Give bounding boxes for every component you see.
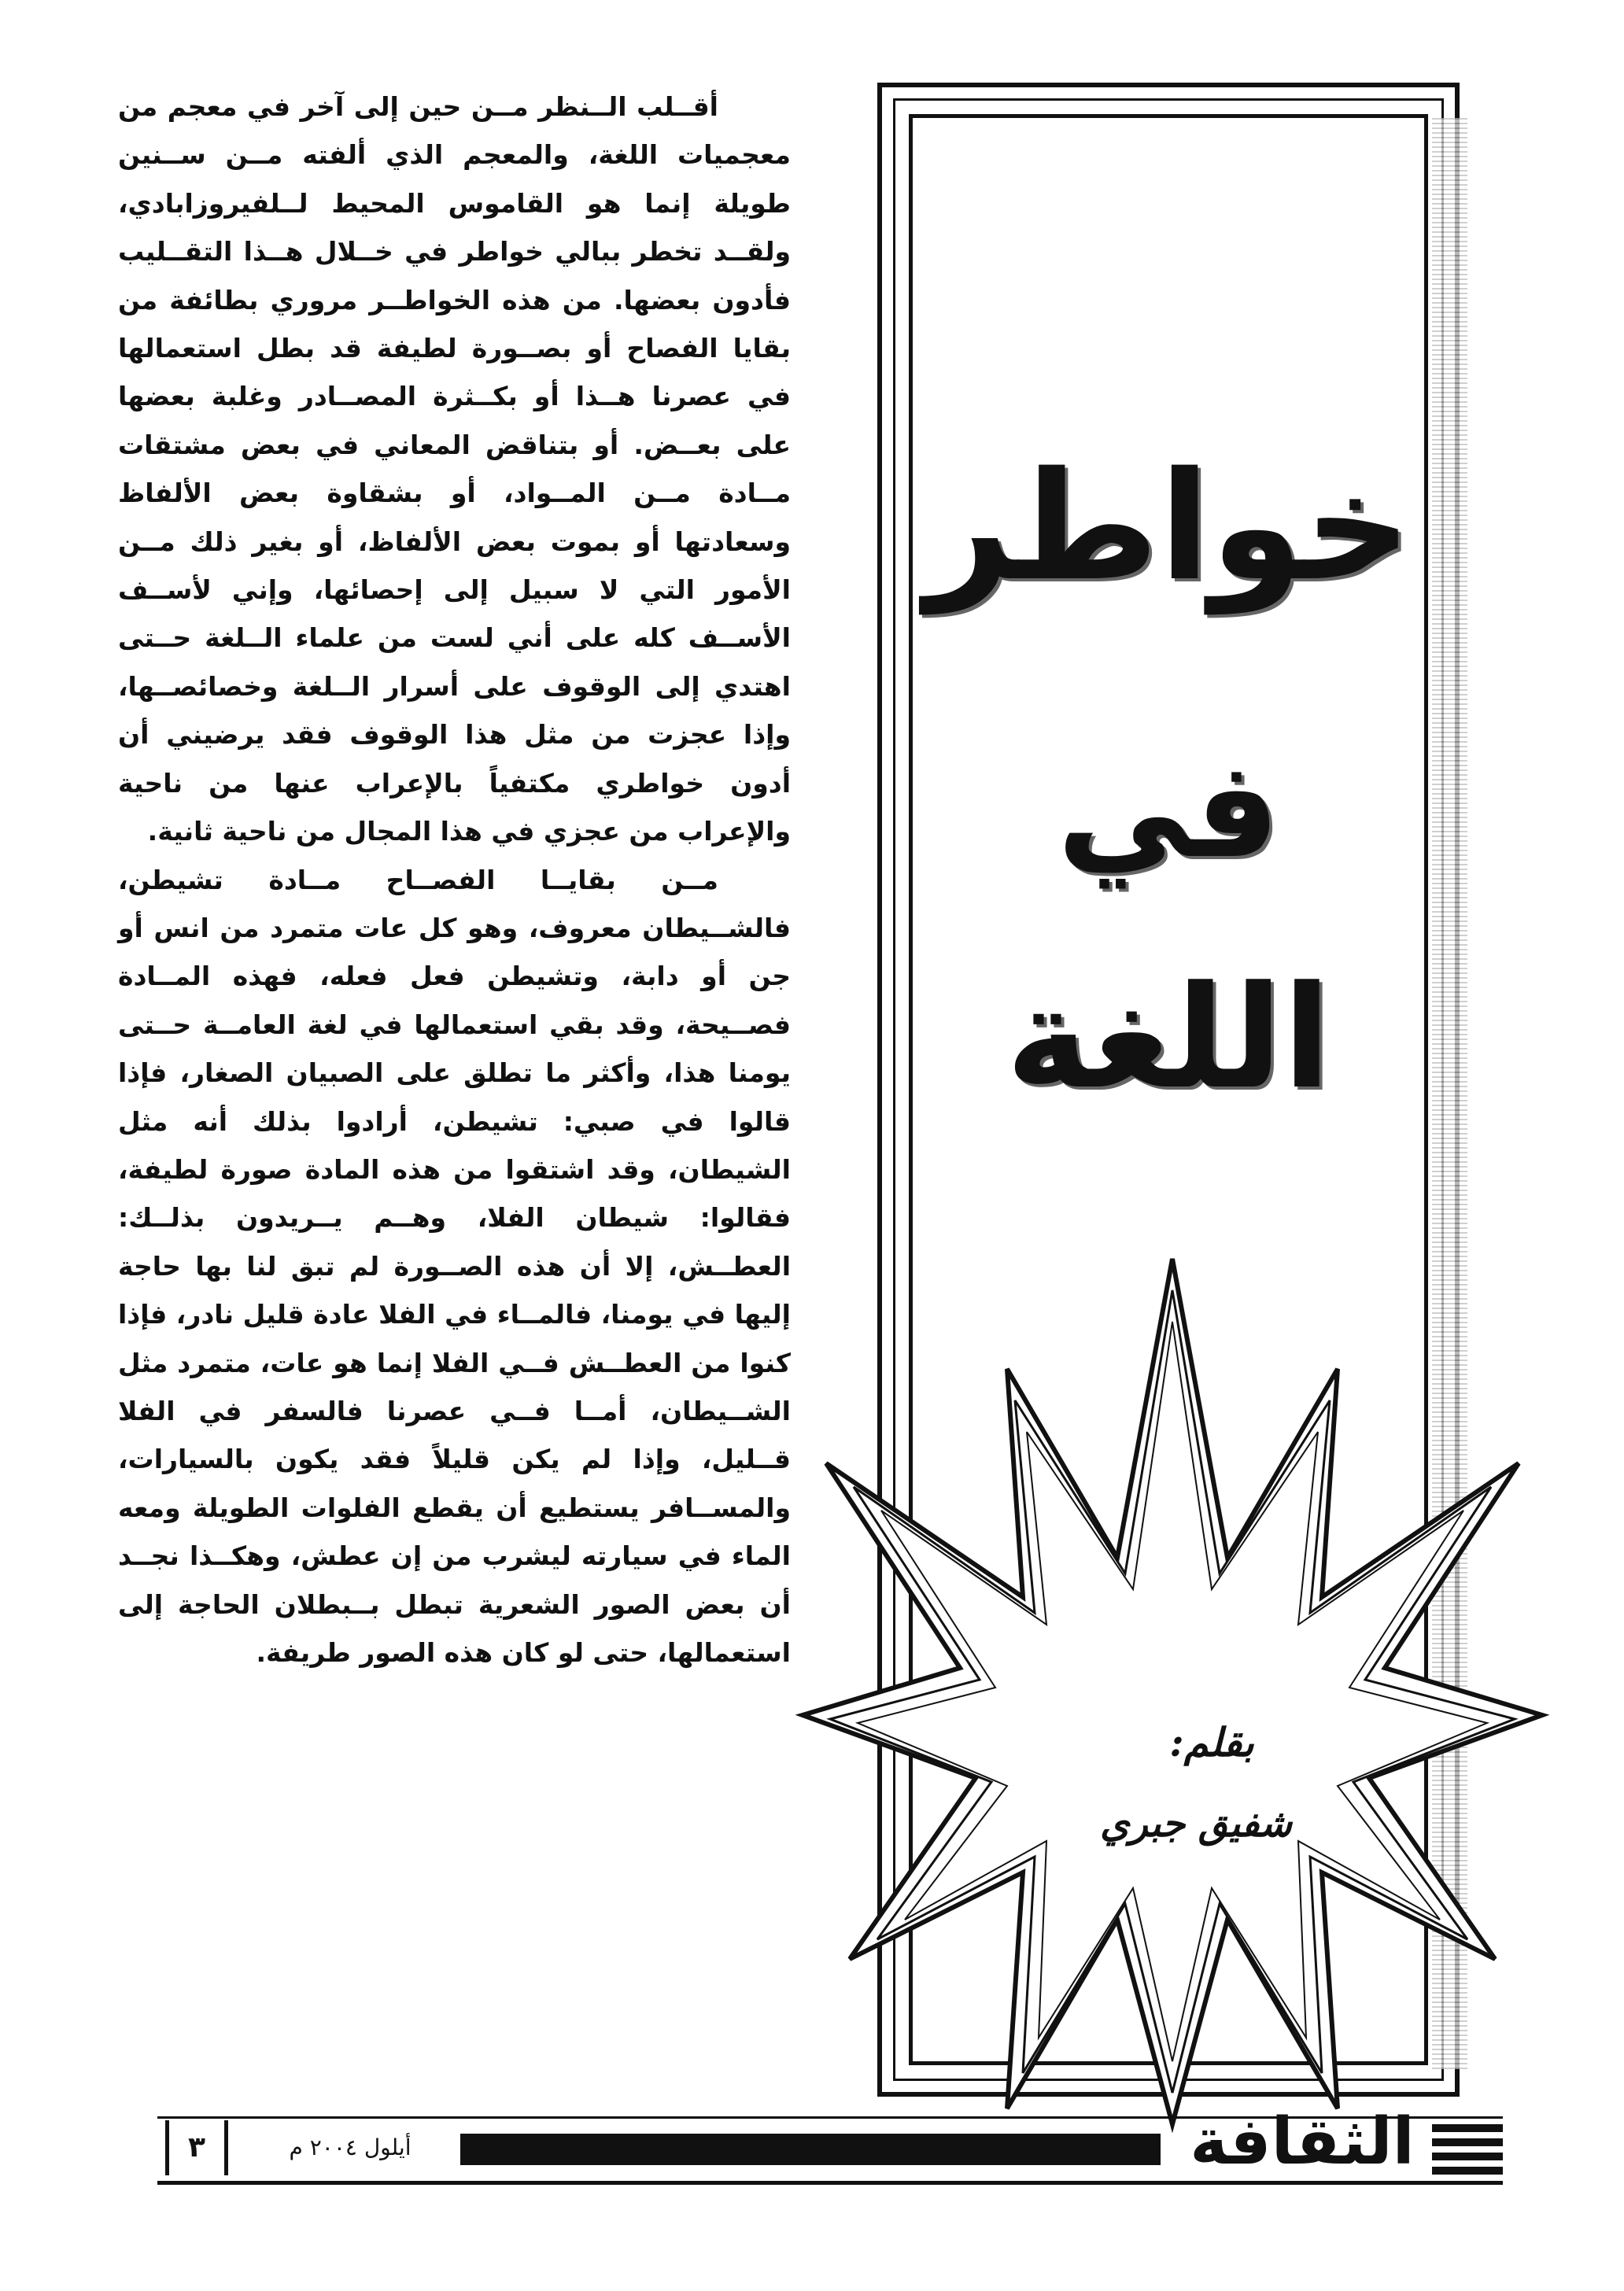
footer-stripe [1432,2167,1503,2175]
article-paragraph-1: أقــلب الــنظر مــن حين إلى آخر في معجم من معجميات اللغة، والمعجم الذي ألفته مــن ســنين طويلة إنما هو القاموس المحيط لــلفيروزابادي، ولقــد تخطر ببالي خواطر في خــلال هــذا التقــليب فأدون بعضها. من هذه الخواطــر مروري بطائفة من بقايا الفصاح أو بصــورة لطيفة قد بطل استعمالها في عصرنا هــذا أو بكــثرة المصــادر وغلبة بعضها على بعــض. أو بتناقض المعاني في بعض مشتقات مــادة مــن المــواد، أو بشقاوة بعض الألفاظ وسعادتها أو بموت بعض الألفاظ، أو بغير ذلك مــن الأمور التي لا سبيل إلى إحصائها، وإني لأســف الأســف كله على أني لست من علماء الــلغة حــتى اهتدي إلى الوقوف على أسرار الــلغة وخصائصــها، وإذا عجزت من مثل هذا الوقوف فقد يرضيني أن أدون خواطري مكتفياً بالإعراب عنها من ناحية والإعراب من عجزي في هذا المجال من ناحية ثانية. [118,91,791,847]
footer-black-bar [460,2134,1161,2165]
footer-stripe [1432,2153,1503,2160]
title-word-khawatir: خواطر [925,440,1412,614]
title-word-allugha: اللغة [1006,956,1331,1120]
page-number: ٣ [165,2120,228,2175]
starburst-shape [787,1227,1558,2148]
article-paragraph-2: مــن بقايــا الفصــاح مــادة تشيطن، فالشــيطان معروف، وهو كل عات متمرد من انس أو جن أو دابة، وتشيطن فعل فعله، فهذه المــادة فصــيحة، وقد بقي استعمالها في لغة العامــة حــتى يومنا هذا، وأكثر ما تطلق على الصبيان الصغار، فإذا قالوا في صبي: تشيطن، أرادوا بذلك أنه مثل الشيطان، وقد اشتقوا من هذه المادة صورة لطيفة، فقالوا: شيطان الفلا، وهــم يــريدون بذلــك: العطــش، إلا أن هذه الصــورة لم تبق لنا بها حاجة إليها في يومنا، فالمــاء في الفلا عادة قليل نادر، فإذا كنوا من العطــش فــي الفلا إنما هو عات، متمرد مثل الشــيطان، أمــا فــي عصرنا فالسفر في الفلا قــليل، وإذا لم يكن قليلاً فقد يكون بالسيارات، والمســافر يستطيع أن يقطع الفلوات الطويلة ومعه الماء في سيارته ليشرب من إن عطش، وهكــذا نجــد أن بعض الصور الشعرية تبطل بــبطلان الحاجة إلى استعمالها، حتى لو كان هذه الصور طريفة. [118,864,791,1668]
footer-stripe [1432,2124,1503,2132]
title-word-fi: في [1057,732,1280,888]
footer-stripe [1432,2138,1503,2146]
article-body [118,83,791,1677]
issue-date: أيلول ٢٠٠٤ م [289,2134,412,2160]
byline-author: شفيق جبري [1100,1802,1292,1846]
byline-label: بقلم: [1169,1719,1254,1765]
magazine-logo: الثقافة [1190,2105,1415,2179]
